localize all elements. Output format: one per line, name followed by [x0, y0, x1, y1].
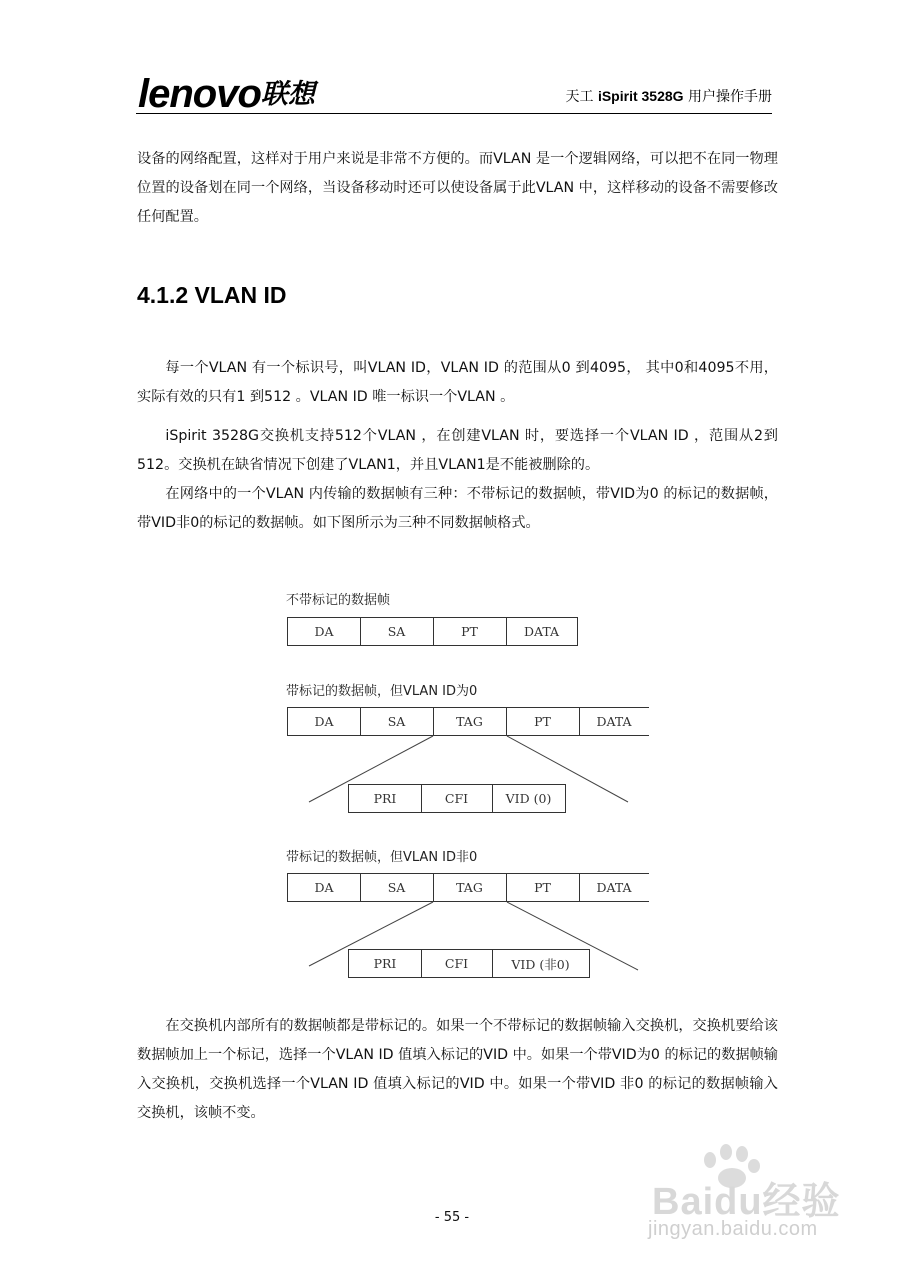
expansion-line-right [507, 902, 638, 970]
field-da: DA [287, 873, 361, 902]
title-prefix: 天工 [565, 89, 598, 105]
field-tag: TAG [433, 707, 507, 736]
field-pt: PT [506, 873, 580, 902]
tag-field-cfi: CFI [421, 784, 493, 813]
field-pt: PT [433, 617, 507, 646]
tag-field-pri: PRI [348, 949, 422, 978]
watermark-url: jingyan.baidu.com [648, 1218, 818, 1240]
closing-paragraph: 在交换机内部所有的数据帧都是带标记的。如果一个不带标记的数据帧输入交换机，交换机要给该数据帧加上一个标记，选择一个VLAN ID 值填入标记的VID 中。如果一个带VID为0 的标记的数据帧输入交换机，交换机选择一个VLAN ID 值填入标记的VID 中。如果一个带VID 非0 的标记的数据帧输入交换机，该帧不变。 [137, 1018, 778, 1121]
field-data: DATA [579, 873, 649, 902]
tag-field-vid: VID (0) [492, 784, 566, 813]
field-data: DATA [579, 707, 649, 736]
paragraph-ispirit-support: iSpirit 3528G交换机支持512个VLAN ，在创建VLAN 时，要选择一个VLAN ID ，范围从2到512。交换机在缺省情况下创建了VLAN1，并且VLAN1是不能被删除的。 [137, 428, 778, 473]
figure-caption-untagged: 不带标记的数据帧 [286, 593, 391, 608]
expansion-line-left [309, 902, 433, 966]
field-da: DA [287, 617, 361, 646]
tag-field-cfi: CFI [421, 949, 493, 978]
figure-caption-tagged-vid0: 带标记的数据帧，但VLAN ID为0 [286, 684, 478, 699]
field-data: DATA [506, 617, 578, 646]
section-heading: 4.1.2 VLAN ID [137, 282, 287, 308]
tag-field-pri: PRI [348, 784, 422, 813]
field-da: DA [287, 707, 361, 736]
logo-cn: 联想 [260, 79, 315, 109]
paragraph-vlan-id-range: 每一个VLAN 有一个标识号，叫VLAN ID，VLAN ID 的范围从0 到4095， 其中0和4095不用，实际有效的只有1 到512 。VLAN ID 唯一标识一个VLAN 。 [137, 360, 778, 405]
logo-brand: lenovo [138, 72, 261, 116]
intro-paragraph: 设备的网络配置，这样对于用户来说是非常不方便的。而VLAN 是一个逻辑网络，可以把不在同一物理位置的设备划在同一个网络，当设备移动时还可以使设备属于此VLAN 中，这样移动的设备不需要修改任何配置。 [137, 151, 778, 225]
field-sa: SA [360, 617, 434, 646]
expansion-line-left [309, 736, 433, 802]
title-product: iSpirit 3528G [597, 88, 684, 104]
page-number: - 55 - [434, 1210, 470, 1225]
field-tag: TAG [433, 873, 507, 902]
watermark-brand: Baidu经验 [652, 1181, 841, 1223]
title-suffix: 用户操作手册 [683, 89, 772, 105]
field-sa: SA [360, 707, 434, 736]
tag-field-vid: VID (非0) [492, 949, 590, 978]
expansion-line-right [507, 736, 628, 802]
figure-caption-tagged-vid-nonzero: 带标记的数据帧，但VLAN ID非0 [286, 850, 478, 865]
field-pt: PT [506, 707, 580, 736]
paragraph-frame-types: 在网络中的一个VLAN 内传输的数据帧有三种：不带标记的数据帧，带VID为0 的标记的数据帧，带VID非0的标记的数据帧。如下图所示为三种不同数据帧格式。 [137, 486, 778, 531]
field-sa: SA [360, 873, 434, 902]
